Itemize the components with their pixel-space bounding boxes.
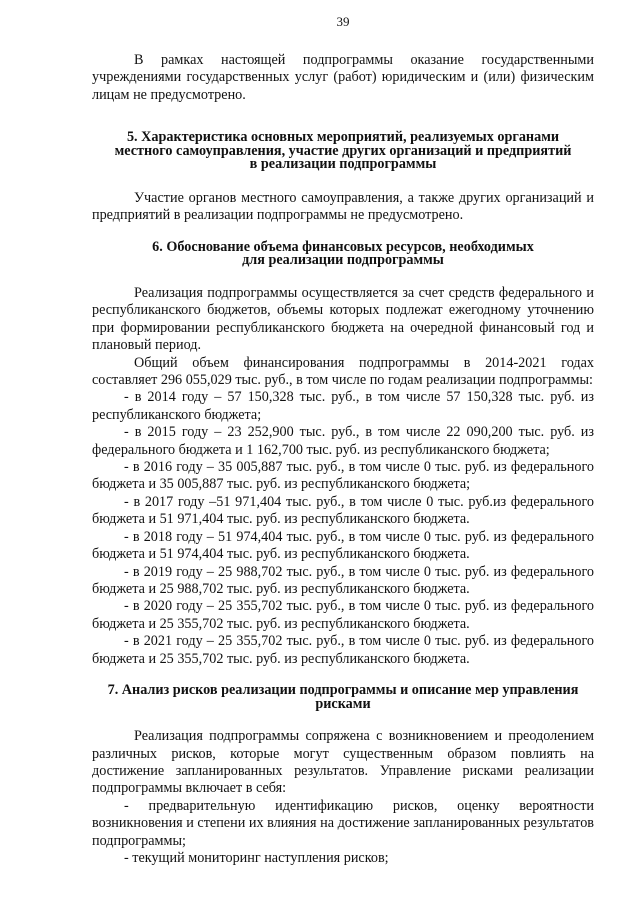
section-6-paragraph-1: Реализация подпрограммы осуществляется за счет средств федерального и республиканского бюджетов, объемы которых подлежат ежегодному уточнению при формировании республиканского бюджета на очередной финансовый год и плановый период. (92, 285, 594, 354)
section-7-paragraph-1: Реализация подпрограммы сопряжена с возникновением и преодолением различных рисков, которые могут существенным образом повлиять на достижение запланированных результатов. Управление рисками реализации подпрограммы включает в себя: (92, 728, 594, 797)
section-6-heading (92, 238, 594, 269)
section-7-heading (92, 681, 594, 712)
section-6-title-line-2: для реализации подпрограммы (242, 252, 444, 269)
funding-year-item: - в 2021 году – 25 355,702 тыс. руб., в том числе 0 тыс. руб. из федерального бюджета и 25 355,702 тыс. руб. из республиканского бюджета. (92, 633, 594, 667)
section-5-heading (92, 131, 594, 172)
section-5-title-line-1: 5. Характеристика основных мероприятий, реализуемых органами (126, 129, 560, 146)
page-number: 39 (336, 14, 350, 29)
funding-year-item: - в 2020 году – 25 355,702 тыс. руб., в том числе 0 тыс. руб. из федерального бюджета и 25 355,702 тыс. руб. из республиканского бюджета. (92, 598, 594, 632)
risk-measure-item: - предварительную идентификацию рисков, оценку вероятности возникновения и степени их влияния на достижение запланированных результатов подпрограммы; (92, 797, 594, 849)
section-7-title-line-1: 7. Анализ рисков реализации подпрограммы и описание мер управления (107, 681, 579, 698)
funding-year-item: - в 2017 году –51 971,404 тыс. руб., в том числе 0 тыс. руб.из федерального бюджета и 51 971,404 тыс. руб. из республиканского бюджета. (92, 493, 594, 528)
section-5-title-line-3: в реализации подпрограммы (249, 156, 437, 173)
section-7-title-line-2: рисками (315, 695, 371, 712)
funding-year-item: - в 2016 году – 35 005,887 тыс. руб., в том числе 0 тыс. руб. из федерального бюджета и 35 005,887 тыс. руб. из республиканского бюджета; (92, 459, 594, 493)
section-6-title-line-1: 6. Обоснование объема финансовых ресурсов, необходимых (152, 238, 534, 255)
risk-measure-item: - текущий мониторинг наступления рисков; (124, 849, 389, 866)
section-5-title-line-2: местного самоуправления, участие других организаций и предприятий (114, 142, 572, 159)
funding-year-item: - в 2018 году – 51 974,404 тыс. руб., в том числе 0 тыс. руб. из федерального бюджета и 51 974,404 тыс. руб. из республиканского бюджета. (92, 528, 594, 563)
funding-year-item: - в 2014 году – 57 150,328 тыс. руб., в том числе 57 150,328 тыс. руб. из республиканского бюджета; (92, 389, 594, 423)
funding-year-item: - в 2015 году – 23 252,900 тыс. руб., в том числе 22 090,200 тыс. руб. из федерального бюджета и 1 162,700 тыс. руб. из республиканского бюджета; (92, 424, 594, 458)
intro-paragraph: В рамках настоящей подпрограммы оказание государственными учреждениями государственных услуг (работ) юридическим и (или) физическим лицам не предусмотрено. (92, 52, 594, 103)
section-6-paragraph-2: Общий объем финансирования подпрограммы в 2014-2021 годах составляет 296 055,029 тыс. руб., в том числе по годам реализации подпрограммы: (92, 354, 594, 389)
section-5-paragraph: Участие органов местного самоуправления, а также других организаций и предприятий в реализации подпрограммы не предусмотрено. (92, 190, 594, 224)
funding-year-item: - в 2019 году – 25 988,702 тыс. руб., в том числе 0 тыс. руб. из федерального бюджета и 25 988,702 тыс. руб. из республиканского бюджета. (92, 563, 594, 597)
